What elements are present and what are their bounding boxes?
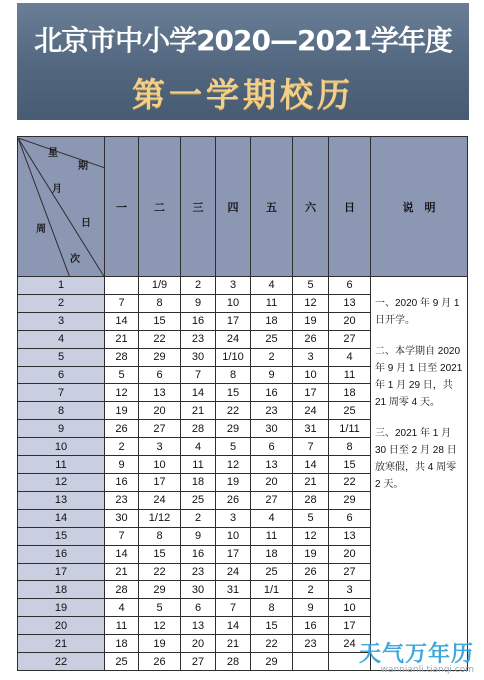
date-cell: 16	[293, 617, 329, 635]
date-cell: 8	[329, 438, 371, 456]
date-cell: 14	[293, 456, 329, 474]
date-cell: 18	[251, 545, 293, 563]
notes-cell	[371, 277, 468, 671]
date-cell: 29	[329, 491, 371, 509]
date-cell: 5	[216, 438, 251, 456]
date-cell	[293, 653, 329, 671]
date-cell: 15	[139, 545, 181, 563]
date-cell: 30	[105, 509, 139, 527]
date-cell: 15	[216, 384, 251, 402]
week-number-cell: 16	[18, 545, 105, 563]
date-cell: 15	[139, 312, 181, 330]
date-cell: 30	[181, 581, 216, 599]
date-cell: 7	[293, 438, 329, 456]
corner-label-zhou: 周	[36, 223, 46, 235]
date-cell: 17	[329, 617, 371, 635]
date-cell: 14	[181, 384, 216, 402]
date-cell: 23	[181, 563, 216, 581]
header-row	[18, 137, 468, 277]
date-cell: 16	[105, 473, 139, 491]
date-cell: 3	[139, 438, 181, 456]
date-cell: 6	[329, 509, 371, 527]
date-cell: 21	[105, 330, 139, 348]
weekday-header: 日	[329, 137, 371, 277]
note-item: 二、本学期自 2020 年 9 月 1 日至 2021 年 1 月 29 日，共 21 周零 4 天。	[375, 346, 463, 408]
banner	[17, 3, 469, 120]
date-cell: 16	[181, 312, 216, 330]
date-cell: 24	[139, 491, 181, 509]
date-cell: 17	[216, 545, 251, 563]
date-cell: 17	[216, 312, 251, 330]
date-cell: 14	[105, 545, 139, 563]
weekday-header: 二	[139, 137, 181, 277]
date-cell: 24	[329, 635, 371, 653]
date-cell: 4	[251, 277, 293, 295]
date-cell: 15	[251, 617, 293, 635]
date-cell: 26	[105, 420, 139, 438]
date-cell: 8	[139, 294, 181, 312]
week-number-cell: 21	[18, 635, 105, 653]
date-cell: 7	[105, 294, 139, 312]
date-cell: 13	[181, 617, 216, 635]
date-cell: 20	[139, 402, 181, 420]
date-cell: 19	[105, 402, 139, 420]
date-cell: 2	[251, 348, 293, 366]
date-cell: 12	[105, 384, 139, 402]
date-cell: 31	[293, 420, 329, 438]
date-cell: 8	[251, 599, 293, 617]
date-cell: 13	[329, 527, 371, 545]
week-number-cell: 17	[18, 563, 105, 581]
watermark-url: wannianli.tianqi.com	[380, 665, 474, 675]
date-cell: 18	[181, 473, 216, 491]
week-number-cell: 18	[18, 581, 105, 599]
date-cell: 25	[181, 491, 216, 509]
week-number-cell: 1	[18, 277, 105, 295]
date-cell: 7	[181, 366, 216, 384]
date-cell: 10	[216, 527, 251, 545]
date-cell: 17	[293, 384, 329, 402]
school-calendar-table	[17, 136, 468, 671]
date-cell: 29	[251, 653, 293, 671]
date-cell: 18	[105, 635, 139, 653]
date-cell: 11	[251, 294, 293, 312]
week-number-cell: 8	[18, 402, 105, 420]
corner-label-ci: 次	[70, 253, 80, 265]
date-cell	[105, 277, 139, 295]
week-number-cell: 9	[18, 420, 105, 438]
date-cell: 26	[293, 563, 329, 581]
date-cell: 23	[251, 402, 293, 420]
corner-cell	[18, 137, 105, 277]
date-cell: 14	[105, 312, 139, 330]
corner-label-qi: 期	[78, 160, 88, 172]
date-cell: 21	[293, 473, 329, 491]
date-cell: 13	[251, 456, 293, 474]
week-number-cell: 22	[18, 653, 105, 671]
week-number-cell: 7	[18, 384, 105, 402]
date-cell: 14	[216, 617, 251, 635]
date-cell: 27	[329, 330, 371, 348]
date-cell: 6	[251, 438, 293, 456]
date-cell: 3	[216, 509, 251, 527]
date-cell: 22	[139, 330, 181, 348]
date-cell: 3	[216, 277, 251, 295]
date-cell: 28	[105, 581, 139, 599]
date-cell: 22	[329, 473, 371, 491]
date-cell: 27	[251, 491, 293, 509]
week-number-cell: 12	[18, 473, 105, 491]
date-cell: 4	[105, 599, 139, 617]
notes-header: 说 明	[371, 137, 468, 277]
date-cell: 12	[293, 294, 329, 312]
date-cell: 11	[105, 617, 139, 635]
date-cell: 27	[181, 653, 216, 671]
date-cell: 16	[181, 545, 216, 563]
date-cell: 28	[293, 491, 329, 509]
date-cell: 1/12	[139, 509, 181, 527]
date-cell: 6	[329, 277, 371, 295]
date-cell: 2	[293, 581, 329, 599]
date-cell: 15	[329, 456, 371, 474]
weekday-header: 三	[181, 137, 216, 277]
date-cell: 21	[105, 563, 139, 581]
weekday-header: 四	[216, 137, 251, 277]
date-cell: 5	[139, 599, 181, 617]
note-item: 一、2020 年 9 月 1 日开学。	[375, 298, 460, 326]
date-cell: 28	[216, 653, 251, 671]
date-cell: 30	[251, 420, 293, 438]
date-cell: 1/1	[251, 581, 293, 599]
date-cell: 1/9	[139, 277, 181, 295]
date-cell: 8	[216, 366, 251, 384]
date-cell: 10	[139, 456, 181, 474]
date-cell: 18	[329, 384, 371, 402]
banner-subtitle: 第一学期校历	[132, 75, 354, 114]
date-cell: 23	[181, 330, 216, 348]
date-cell: 19	[293, 545, 329, 563]
date-cell: 9	[293, 599, 329, 617]
date-cell: 24	[216, 330, 251, 348]
date-cell: 29	[139, 581, 181, 599]
date-cell: 11	[181, 456, 216, 474]
date-cell: 2	[181, 509, 216, 527]
date-cell: 7	[105, 527, 139, 545]
date-cell: 27	[139, 420, 181, 438]
date-cell: 8	[139, 527, 181, 545]
date-cell: 10	[216, 294, 251, 312]
watermark	[359, 637, 474, 675]
date-cell: 1/11	[329, 420, 371, 438]
week-number-cell: 20	[18, 617, 105, 635]
date-cell: 20	[181, 635, 216, 653]
banner-title: 北京市中小学2020—2021学年度	[34, 24, 452, 57]
corner-label-ri: 日	[81, 217, 91, 229]
date-cell: 3	[329, 581, 371, 599]
date-cell: 1/10	[216, 348, 251, 366]
date-cell: 21	[216, 635, 251, 653]
weekday-header: 一	[105, 137, 139, 277]
date-cell: 12	[293, 527, 329, 545]
date-cell: 12	[216, 456, 251, 474]
date-cell: 27	[329, 563, 371, 581]
date-cell: 19	[216, 473, 251, 491]
date-cell: 12	[139, 617, 181, 635]
date-cell: 11	[329, 366, 371, 384]
date-cell: 30	[181, 348, 216, 366]
date-cell: 2	[181, 277, 216, 295]
date-cell: 10	[329, 599, 371, 617]
date-cell: 25	[105, 653, 139, 671]
date-cell: 10	[293, 366, 329, 384]
date-cell: 29	[216, 420, 251, 438]
note-item: 三、2021 年 1 月 30 日至 2 月 28 日放寒假，共 4 周零 2 天。	[375, 428, 457, 490]
date-cell: 9	[181, 527, 216, 545]
weekday-header: 六	[293, 137, 329, 277]
date-cell: 4	[251, 509, 293, 527]
date-cell: 26	[293, 330, 329, 348]
date-cell: 5	[105, 366, 139, 384]
date-cell: 26	[139, 653, 181, 671]
date-cell: 20	[329, 312, 371, 330]
date-cell: 3	[293, 348, 329, 366]
date-cell: 21	[181, 402, 216, 420]
week-number-cell: 3	[18, 312, 105, 330]
date-cell: 19	[293, 312, 329, 330]
date-cell: 9	[105, 456, 139, 474]
date-cell: 13	[139, 384, 181, 402]
date-cell: 17	[139, 473, 181, 491]
date-cell: 31	[216, 581, 251, 599]
week-number-cell: 15	[18, 527, 105, 545]
date-cell: 22	[216, 402, 251, 420]
date-cell: 9	[251, 366, 293, 384]
week-number-cell: 4	[18, 330, 105, 348]
date-cell: 20	[251, 473, 293, 491]
date-cell: 6	[181, 599, 216, 617]
week-number-cell: 5	[18, 348, 105, 366]
date-cell: 4	[181, 438, 216, 456]
corner-label-yue: 月	[52, 183, 62, 195]
date-cell: 23	[105, 491, 139, 509]
date-cell: 25	[329, 402, 371, 420]
date-cell: 25	[251, 330, 293, 348]
date-cell: 5	[293, 509, 329, 527]
watermark-logo: 天气万年历	[358, 642, 474, 667]
date-cell: 28	[181, 420, 216, 438]
week-number-cell: 10	[18, 438, 105, 456]
week-number-cell: 13	[18, 491, 105, 509]
date-cell: 13	[329, 294, 371, 312]
date-cell: 16	[251, 384, 293, 402]
weekday-header: 五	[251, 137, 293, 277]
date-cell: 24	[293, 402, 329, 420]
week-number-cell: 11	[18, 456, 105, 474]
week-number-cell: 6	[18, 366, 105, 384]
date-cell: 22	[139, 563, 181, 581]
date-cell: 6	[139, 366, 181, 384]
date-cell: 18	[251, 312, 293, 330]
date-cell: 25	[251, 563, 293, 581]
date-cell: 11	[251, 527, 293, 545]
date-cell: 22	[251, 635, 293, 653]
date-cell: 9	[181, 294, 216, 312]
week-number-cell: 2	[18, 294, 105, 312]
table-row	[18, 277, 468, 295]
date-cell: 19	[139, 635, 181, 653]
date-cell: 24	[216, 563, 251, 581]
week-number-cell: 19	[18, 599, 105, 617]
date-cell: 7	[216, 599, 251, 617]
date-cell: 4	[329, 348, 371, 366]
date-cell: 2	[105, 438, 139, 456]
date-cell: 29	[139, 348, 181, 366]
diagonal-lines	[18, 138, 105, 277]
corner-label-xing: 星	[48, 147, 58, 159]
date-cell: 20	[329, 545, 371, 563]
date-cell: 23	[293, 635, 329, 653]
date-cell: 26	[216, 491, 251, 509]
week-number-cell: 14	[18, 509, 105, 527]
date-cell: 28	[105, 348, 139, 366]
date-cell: 5	[293, 277, 329, 295]
